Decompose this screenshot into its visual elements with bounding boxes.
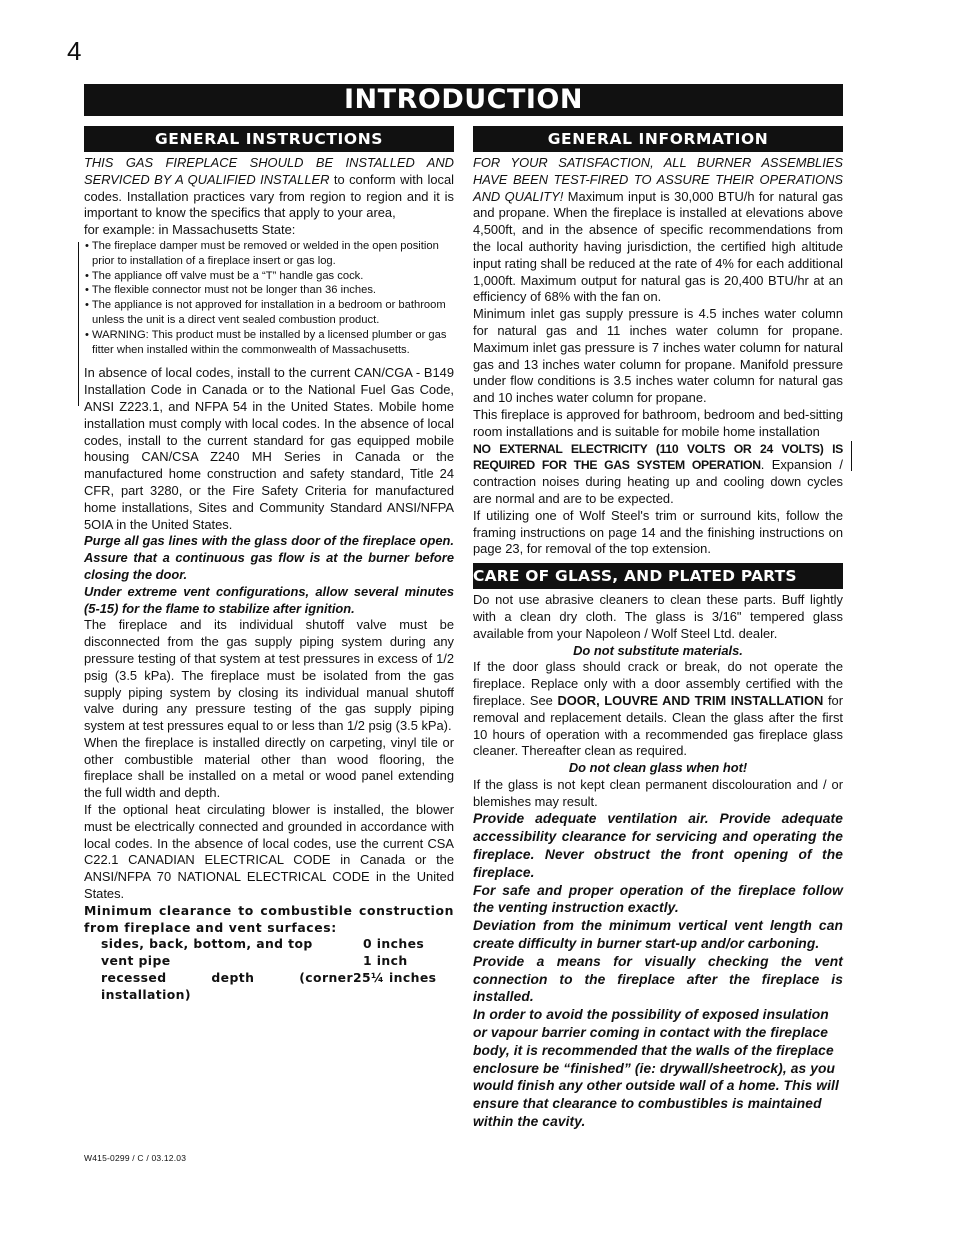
document-number: W415-0299 / C / 03.12.03 bbox=[84, 1153, 187, 1163]
care-paragraph-2 bbox=[473, 659, 843, 760]
care-paragraph-1: Do not use abrasive cleaners to clean these parts. Buff lightly with a clean dry cloth. The glass is 3/16" tempered glass available from your Napoleon / Wolf Steel Ltd. dealer. bbox=[473, 592, 843, 641]
gi-codes-paragraph: In absence of local codes, install to the current CAN/CGA - B149 Installation Code in Canada or to the National Fuel Gas Code, ANSI Z223.1, and NFPA 54 in the United States. Mobile home installation must comply with local codes. In the absence of local codes, install to the current standard for gas equipped mobile housing CAN/CSA Z240 MH Series in Canada or the manufactured home construction and safety standard, Title 24 CFR, part 3280, or the Fire Safety Criteria for manufactured home installations, Sites and Community Standard ANSI/NFPA 5OIA in the United States. bbox=[84, 365, 454, 532]
gi-purge-warning: Purge all gas lines with the glass door of the fireplace open. Assure that a continuous gas flow is at the burner before closing the door. bbox=[84, 533, 454, 582]
page-title: INTRODUCTION bbox=[84, 84, 843, 116]
ginfo-intro bbox=[473, 155, 843, 306]
care-no-clean-hot: Do not clean glass when hot! bbox=[568, 760, 748, 776]
clearance-table bbox=[101, 936, 454, 1003]
no-electricity-note: NO EXTERNAL ELECTRICITY (110 VOLTS OR 24 VOLTS) IS REQUIRED FOR THE GAS SYSTEM OPERATION bbox=[473, 441, 843, 473]
care-p2-section-ref: DOOR, LOUVRE AND TRIM INSTALLATION bbox=[557, 692, 824, 708]
clearance-label: vent pipe bbox=[101, 953, 171, 969]
care-p2-start: If the door glass should crack or break, do not operate the fireplace. Replace only with a door assembly certified with the fireplace. See bbox=[473, 659, 843, 708]
care-no-substitute: Do not substitute materials. bbox=[573, 642, 743, 658]
care-paragraph-3: If the glass is not kept clean permanent discolouration and / or blemishes may result. bbox=[473, 776, 843, 809]
gi-carpet-paragraph: When the fireplace is installed directly on carpeting, vinyl tile or other combustible material other than wood flooring, the fireplace shall be installed on a metal or wood panel extending the full width and depth. bbox=[84, 734, 454, 801]
gi-extreme-vent-note: Under extreme vent configurations, allow several minutes (5-15) for the flame to stabilize after ignition. bbox=[84, 583, 454, 616]
care-vent-check-warning: Provide a means for visually checking the vent connection to the fireplace after the fireplace is installed. bbox=[473, 953, 843, 1005]
gi-intro-italic: THIS GAS FIREPLACE SHOULD BE INSTALLED AND SERVICED BY A QUALIFIED INSTALLER bbox=[84, 155, 454, 187]
care-venting-warning: For safe and proper operation of the fireplace follow the venting instruction exactly. bbox=[473, 882, 843, 916]
clearance-value: 1 inch bbox=[363, 953, 408, 969]
care-ventilation-warning: Provide adequate ventilation air. Provide adequate accessibility clearance for servicing and operating the fireplace. Never obstruct the front opening of the fireplace. bbox=[473, 811, 843, 880]
massachusetts-bullet-list bbox=[84, 239, 454, 357]
gi-shutoff-paragraph: The fireplace and its individual shutoff valve must be disconnected from the gas supply piping system during any pressure testing of that system at test pressures in excess of 1/2 psig (3.5 kPa). The fireplace must be isolated from the gas supply piping system by closing its individual manual shutoff valve during any pressure testing of the gas supply piping system at test pressures equal to or less than 1/2 psig (3.5 kPa). bbox=[84, 617, 454, 734]
list-item: • The appliance is not approved for installation in a bedroom or bathroom unless the unit is a direct vent sealed combustion product. bbox=[85, 299, 446, 326]
gi-intro-rest: to conform with local codes. Installation practices vary from region to region and it is important to know the specifics that apply to your area, bbox=[84, 171, 454, 221]
ginfo-pressure-paragraph: Minimum inlet gas supply pressure is 4.5 inches water column for natural gas and 11 inches water column for propane. Maximum inlet gas pressure is 7 inches water column for natural gas and 13 inches water column for propane. Manifold pressure under flow conditions is 3.5 inches water column for natural gas and 10 inches water column for propane. bbox=[473, 306, 843, 406]
care-heading: CARE OF GLASS, AND PLATED PARTS bbox=[473, 563, 843, 589]
ginfo-electricity-paragraph bbox=[473, 441, 843, 508]
list-item: • WARNING: This product must be installed by a licensed plumber or gas fitter when installed within the commonwealth of Massachusetts. bbox=[85, 328, 447, 356]
right-column bbox=[473, 126, 843, 1131]
list-item: • The fireplace damper must be removed or welded in the open position prior to installation of a fireplace insert or gas log. bbox=[85, 239, 439, 267]
general-instructions-heading: GENERAL INSTRUCTIONS bbox=[84, 126, 454, 152]
gi-example: for example: in Massachusetts State: bbox=[84, 222, 296, 238]
care-deviation-warning: Deviation from the minimum vertical vent length can create difficulty in burner start-up and/or carboning. bbox=[473, 918, 843, 952]
revision-bar-right bbox=[851, 441, 852, 471]
care-p2-end: for removal and replacement details. Clean the glass after the first 10 hours of operation with a recommended gas fireplace glass cleaner. Thereafter clean as required. bbox=[473, 692, 843, 759]
no-electricity-rest: . Expansion / contraction noises during heating up and cooling down cycles are normal and are to be expected. bbox=[473, 457, 843, 506]
list-item: • The flexible connector must not be longer than 36 inches. bbox=[85, 284, 377, 297]
table-row bbox=[101, 953, 454, 970]
general-information-heading: GENERAL INFORMATION bbox=[473, 126, 843, 152]
ginfo-trim-paragraph: If utilizing one of Wolf Steel's trim or surround kits, follow the framing instructions on page 14 and the finishing instructions on page 23, for removal of the top extension. bbox=[473, 507, 843, 557]
gi-blower-paragraph: If the optional heat circulating blower is installed, the blower must be electrically connected and grounded in accordance with local codes. In the absence of local codes, use the current CSA C22.1 CANADIAN ELECTRICAL CODE in Canada or the ANSI/NFPA 70 NATIONAL ELECTRICAL CODE in the United States. bbox=[84, 802, 454, 902]
revision-bar-left bbox=[78, 242, 79, 406]
care-insulation-warning: In order to avoid the possibility of exposed insulation or vapour barrier coming in contact with the fireplace body, it is recommended that the walls of the fireplace enclosure be “finished” (ie: drywall/sheetrock), as you would finish any other outside wall of a home. This will ensure that clearance to combustibles is maintained within the cavity. bbox=[473, 1007, 839, 1130]
table-row bbox=[101, 970, 454, 1004]
ginfo-intro-italic: FOR YOUR SATISFACTION, ALL BURNER ASSEMBLIES HAVE BEEN TEST-FIRED TO ASSURE THEIR OPERATIONS AND QUALITY! bbox=[473, 155, 843, 204]
ginfo-intro-rest: Maximum input is 30,000 BTU/h for natural gas and propane. When the fireplace is installed at elevations above 4,500ft, and in the absence of specific recommendations from the local authority having jurisdiction, the certified high altitude input rating shall be reduced at the rate of 4% for each additional 1,000ft. Maximum output for natural gas is 20,400 BTU/hr at an efficiency of 68% with the fan on. bbox=[473, 188, 843, 305]
clearance-label: sides, back, bottom, and top bbox=[101, 936, 313, 952]
clearance-label: recessed depth (corner installation) bbox=[101, 970, 353, 1002]
clearance-value: 25¼ inches bbox=[353, 970, 437, 986]
list-item: • The appliance off valve must be a “T” handle gas cock. bbox=[85, 269, 364, 282]
gi-min-clearance-heading: Minimum clearance to combustible construction from fireplace and vent surfaces: bbox=[84, 902, 454, 935]
clearance-value: 0 inches bbox=[363, 936, 425, 952]
table-row bbox=[101, 936, 454, 953]
general-instructions-column bbox=[84, 126, 454, 1004]
page-number: 4 bbox=[67, 36, 82, 66]
ginfo-approved-paragraph: This fireplace is approved for bathroom, bedroom and bed-sitting room installations and is suitable for mobile home installation bbox=[473, 406, 843, 439]
gi-intro bbox=[84, 155, 454, 222]
